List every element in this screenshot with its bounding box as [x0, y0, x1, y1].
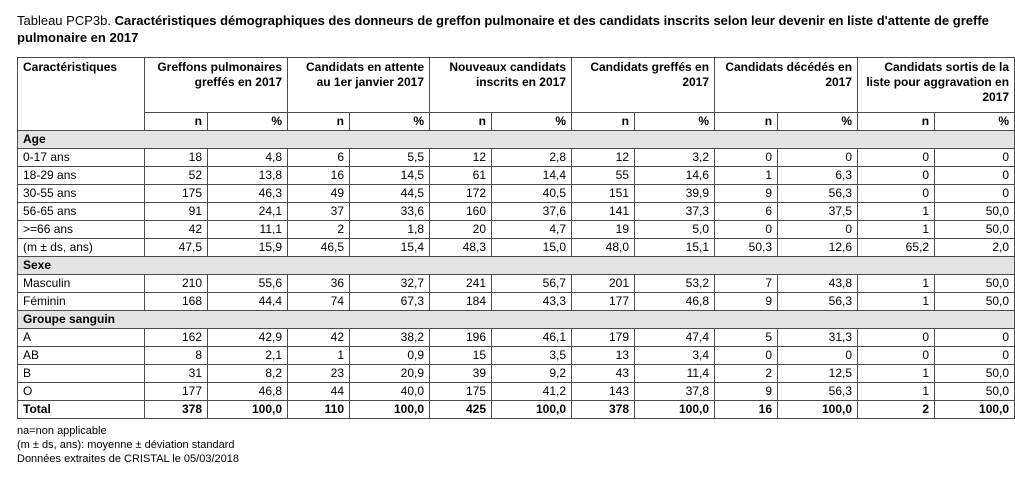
table-cell: 162: [145, 329, 208, 347]
table-cell: 8,2: [208, 365, 288, 383]
table-cell: 44: [288, 383, 350, 401]
table-cell: 15,4: [350, 239, 430, 257]
table-row: [18, 185, 1015, 203]
table-cell: 16: [288, 167, 350, 185]
table-cell: 56,3: [778, 185, 858, 203]
table-cell: 151: [572, 185, 635, 203]
table-cell: 6,3: [778, 167, 858, 185]
table-cell: 14,5: [350, 167, 430, 185]
table-cell: 37,8: [635, 383, 715, 401]
table-cell: 0: [778, 149, 858, 167]
table-cell: 160: [430, 203, 492, 221]
table-cell: 37: [288, 203, 350, 221]
table-cell: 39,9: [635, 185, 715, 203]
table-cell: 9: [715, 185, 778, 203]
row-label: O: [18, 383, 145, 401]
footnotes: [17, 424, 239, 466]
header-group: Greffons pulmonaires greffés en 2017: [145, 58, 288, 113]
table-cell: 37,3: [635, 203, 715, 221]
table-title: [17, 12, 989, 46]
table-cell: 43: [572, 365, 635, 383]
table-cell: 0: [858, 167, 935, 185]
subheader-cell: %: [778, 113, 858, 131]
table-cell: 55: [572, 167, 635, 185]
total-cell: 100,0: [935, 401, 1015, 419]
table-cell: 48,0: [572, 239, 635, 257]
total-cell: 378: [572, 401, 635, 419]
table-cell: 46,1: [492, 329, 572, 347]
table-cell: 44,5: [350, 185, 430, 203]
total-cell: 378: [145, 401, 208, 419]
table-cell: 1,8: [350, 221, 430, 239]
table-cell: 1: [288, 347, 350, 365]
subheader-cell: %: [935, 113, 1015, 131]
table-cell: 9,2: [492, 365, 572, 383]
table-cell: 196: [430, 329, 492, 347]
table-row: [18, 365, 1015, 383]
total-cell: 425: [430, 401, 492, 419]
table-row: [18, 167, 1015, 185]
row-label: >=66 ans: [18, 221, 145, 239]
subheader-cell: %: [492, 113, 572, 131]
table-cell: 15,9: [208, 239, 288, 257]
section-label: Groupe sanguin: [18, 311, 1015, 329]
table-cell: 38,2: [350, 329, 430, 347]
header-row: [18, 58, 1015, 113]
table-cell: 15: [430, 347, 492, 365]
footnote: Données extraites de CRISTAL le 05/03/2018: [17, 453, 239, 465]
section-row: [18, 311, 1015, 329]
table-cell: 3,5: [492, 347, 572, 365]
table-row: [18, 383, 1015, 401]
table-cell: 32,7: [350, 275, 430, 293]
row-label: AB: [18, 347, 145, 365]
table-cell: 0: [778, 221, 858, 239]
table-cell: 67,3: [350, 293, 430, 311]
table-cell: 56,3: [778, 383, 858, 401]
table-cell: 47,5: [145, 239, 208, 257]
table-cell: 2,8: [492, 149, 572, 167]
table-cell: 177: [145, 383, 208, 401]
table-cell: 12,5: [778, 365, 858, 383]
table-row: [18, 347, 1015, 365]
table-cell: 19: [572, 221, 635, 239]
section-row: [18, 257, 1015, 275]
total-cell: 110: [288, 401, 350, 419]
table-cell: 15,0: [492, 239, 572, 257]
table-cell: 0: [935, 167, 1015, 185]
table-cell: 41,2: [492, 383, 572, 401]
table-cell: 91: [145, 203, 208, 221]
table-cell: 50,0: [935, 383, 1015, 401]
total-cell: 16: [715, 401, 778, 419]
table-cell: 33,6: [350, 203, 430, 221]
table-cell: 0: [935, 149, 1015, 167]
table-cell: 3,2: [635, 149, 715, 167]
table-cell: 61: [430, 167, 492, 185]
subheader-cell: %: [350, 113, 430, 131]
total-cell: 100,0: [635, 401, 715, 419]
table-cell: 43,3: [492, 293, 572, 311]
table-cell: 42: [288, 329, 350, 347]
table-cell: 39: [430, 365, 492, 383]
subheader-cell: n: [430, 113, 492, 131]
total-cell: 100,0: [350, 401, 430, 419]
table-cell: 0: [935, 329, 1015, 347]
table-cell: 42,9: [208, 329, 288, 347]
row-label: 0-17 ans: [18, 149, 145, 167]
subheader-row: [18, 113, 1015, 131]
table-cell: 179: [572, 329, 635, 347]
header-caracteristiques: Caractéristiques: [18, 58, 145, 131]
table-cell: 0: [858, 329, 935, 347]
table-cell: 46,8: [208, 383, 288, 401]
row-label: Masculin: [18, 275, 145, 293]
section-label: Age: [18, 131, 1015, 149]
table-row: [18, 221, 1015, 239]
table-cell: 5,0: [635, 221, 715, 239]
table-cell: 6: [288, 149, 350, 167]
table-cell: 20,9: [350, 365, 430, 383]
table-cell: 210: [145, 275, 208, 293]
table-cell: 50,0: [935, 293, 1015, 311]
table-cell: 52: [145, 167, 208, 185]
table-cell: 2,0: [935, 239, 1015, 257]
table-cell: 184: [430, 293, 492, 311]
table-cell: 6: [715, 203, 778, 221]
footnote: na=non applicable: [17, 425, 107, 437]
table-cell: 2: [288, 221, 350, 239]
table-cell: 12: [572, 149, 635, 167]
table-cell: 11,4: [635, 365, 715, 383]
table-cell: 74: [288, 293, 350, 311]
table-row: [18, 329, 1015, 347]
table-cell: 47,4: [635, 329, 715, 347]
table-row: [18, 275, 1015, 293]
row-label: A: [18, 329, 145, 347]
table-cell: 1: [715, 167, 778, 185]
header-group: Candidats décédés en 2017: [715, 58, 858, 113]
table-cell: 56,7: [492, 275, 572, 293]
table-cell: 13,8: [208, 167, 288, 185]
table-cell: 4,8: [208, 149, 288, 167]
subheader-cell: n: [145, 113, 208, 131]
table-cell: 0: [858, 185, 935, 203]
total-cell: 100,0: [492, 401, 572, 419]
table-row: [18, 293, 1015, 311]
header-group: Candidats sortis de la liste pour aggravation en 2017: [858, 58, 1015, 113]
table-cell: 1: [858, 383, 935, 401]
table-cell: 0: [858, 347, 935, 365]
table-cell: 12: [430, 149, 492, 167]
table-cell: 46,8: [635, 293, 715, 311]
row-label: 30-55 ans: [18, 185, 145, 203]
total-label: Total: [18, 401, 145, 419]
table-cell: 168: [145, 293, 208, 311]
table-cell: 5,5: [350, 149, 430, 167]
subheader-cell: n: [715, 113, 778, 131]
table-cell: 40,5: [492, 185, 572, 203]
table-cell: 0: [935, 347, 1015, 365]
table-cell: 37,6: [492, 203, 572, 221]
table-cell: 1: [858, 221, 935, 239]
table-cell: 31,3: [778, 329, 858, 347]
row-label: 56-65 ans: [18, 203, 145, 221]
row-label: (m ± ds, ans): [18, 239, 145, 257]
total-cell: 100,0: [208, 401, 288, 419]
table-title-text: Caractéristiques démographiques des donneurs de greffon pulmonaire et des candidats inscrits selon leur devenir en liste d'attente de greffe pulmonaire en 2017: [17, 13, 989, 45]
section-row: [18, 131, 1015, 149]
table-cell: 31: [145, 365, 208, 383]
table-cell: 44,4: [208, 293, 288, 311]
table-cell: 0: [715, 221, 778, 239]
table-cell: 50,0: [935, 275, 1015, 293]
table-cell: 56,3: [778, 293, 858, 311]
table-cell: 8: [145, 347, 208, 365]
table-cell: 14,4: [492, 167, 572, 185]
table-title-prefix: Tableau PCP3b.: [17, 13, 111, 28]
table-cell: 13: [572, 347, 635, 365]
table-cell: 48,3: [430, 239, 492, 257]
table-row: [18, 203, 1015, 221]
table-cell: 0,9: [350, 347, 430, 365]
header-group: Nouveaux candidats inscrits en 2017: [430, 58, 572, 113]
table-cell: 50,0: [935, 365, 1015, 383]
total-cell: 2: [858, 401, 935, 419]
table-cell: 4,7: [492, 221, 572, 239]
table-cell: 50,3: [715, 239, 778, 257]
table-cell: 55,6: [208, 275, 288, 293]
table-cell: 201: [572, 275, 635, 293]
table-cell: 11,1: [208, 221, 288, 239]
table-cell: 46,3: [208, 185, 288, 203]
total-cell: 100,0: [778, 401, 858, 419]
table-cell: 49: [288, 185, 350, 203]
row-label: 18-29 ans: [18, 167, 145, 185]
subheader-cell: n: [572, 113, 635, 131]
table-cell: 42: [145, 221, 208, 239]
table-cell: 14,6: [635, 167, 715, 185]
table-cell: 1: [858, 365, 935, 383]
table-cell: 141: [572, 203, 635, 221]
table-cell: 2: [715, 365, 778, 383]
table-cell: 9: [715, 383, 778, 401]
subheader-cell: n: [288, 113, 350, 131]
table-cell: 5: [715, 329, 778, 347]
table-cell: 177: [572, 293, 635, 311]
table-cell: 1: [858, 275, 935, 293]
table-cell: 1: [858, 293, 935, 311]
table-cell: 0: [715, 347, 778, 365]
table-cell: 0: [858, 149, 935, 167]
section-label: Sexe: [18, 257, 1015, 275]
table-cell: 43,8: [778, 275, 858, 293]
table-cell: 1: [858, 203, 935, 221]
table-cell: 53,2: [635, 275, 715, 293]
subheader-cell: %: [635, 113, 715, 131]
subheader-cell: %: [208, 113, 288, 131]
table-cell: 18: [145, 149, 208, 167]
table-cell: 20: [430, 221, 492, 239]
table-cell: 143: [572, 383, 635, 401]
table-cell: 0: [778, 347, 858, 365]
table-cell: 0: [935, 185, 1015, 203]
table-cell: 50,0: [935, 203, 1015, 221]
subheader-cell: n: [858, 113, 935, 131]
table-cell: 7: [715, 275, 778, 293]
table-cell: 175: [145, 185, 208, 203]
table-cell: 65,2: [858, 239, 935, 257]
table-row: [18, 239, 1015, 257]
table-cell: 2,1: [208, 347, 288, 365]
table-cell: 15,1: [635, 239, 715, 257]
header-group: Candidats greffés en 2017: [572, 58, 715, 113]
row-label: B: [18, 365, 145, 383]
table-row: [18, 149, 1015, 167]
table-cell: 241: [430, 275, 492, 293]
header-group: Candidats en attente au 1er janvier 2017: [288, 58, 430, 113]
table-cell: 50,0: [935, 221, 1015, 239]
data-table: [17, 57, 1015, 419]
table-cell: 0: [715, 149, 778, 167]
table-cell: 23: [288, 365, 350, 383]
total-row: [18, 401, 1015, 419]
table-cell: 9: [715, 293, 778, 311]
row-label: Féminin: [18, 293, 145, 311]
table-cell: 46,5: [288, 239, 350, 257]
footnote: (m ± ds, ans): moyenne ± déviation standard: [17, 439, 235, 451]
table-cell: 40,0: [350, 383, 430, 401]
table-cell: 36: [288, 275, 350, 293]
table-cell: 175: [430, 383, 492, 401]
table-cell: 172: [430, 185, 492, 203]
table-cell: 24,1: [208, 203, 288, 221]
table-cell: 12,6: [778, 239, 858, 257]
table-cell: 37,5: [778, 203, 858, 221]
table-cell: 3,4: [635, 347, 715, 365]
